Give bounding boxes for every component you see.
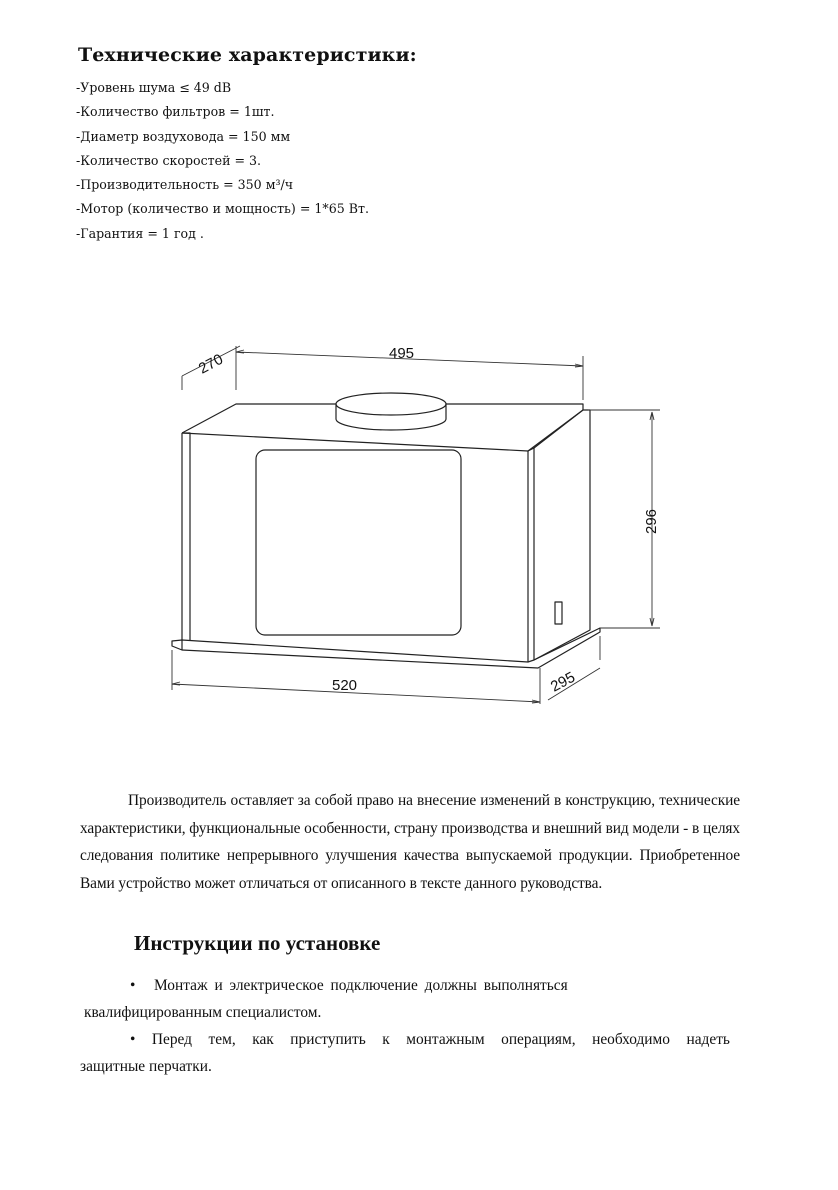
manufacturer-notice: Производитель оставляет за собой право на внесение изменений в конструкцию, технические характеристики, функциональные особенности, страну производства и внешний вид модели - в целях следования политике непрерывного улучшения качества выпускаемой продукции. Приобретенное Вами устройство может отличаться от описанного в тексте данного руководства.: [80, 792, 740, 892]
hood-bottom-frame: [172, 628, 600, 668]
specs-title: Технические характеристики:: [78, 44, 417, 66]
specs-list: [76, 76, 369, 246]
bullet-glyph: •: [130, 1031, 136, 1048]
installation-title: Инструкции по установке: [134, 931, 381, 955]
bullet-glyph: •: [130, 977, 136, 994]
spec-filters: -Количество фильтров = 1шт.: [76, 104, 275, 120]
spec-speeds: -Количество скоростей = 3.: [76, 152, 262, 168]
duct-collar-top: [336, 393, 446, 415]
spec-capacity: -Производительность = 350 м³/ч: [76, 177, 294, 193]
spec-motor: -Мотор (количество и мощность) = 1*65 Вт.: [76, 201, 369, 217]
hood-dimension-drawing: [0, 300, 838, 720]
dim-height: 296: [643, 508, 660, 534]
hood-right-edge: [528, 448, 534, 662]
installation-item-2: • Перед тем, как приступить к монтажным операциям, необходимо надеть: [130, 1031, 730, 1048]
installation-item-2-cont: защитные перчатки.: [80, 1058, 212, 1075]
spec-duct-diameter: -Диаметр воздуховода = 150 мм: [76, 128, 291, 144]
dim-width-top: 495: [389, 345, 415, 362]
hood-window: [256, 450, 461, 635]
hood-switch: [555, 602, 562, 624]
hood-top-back-edge: [182, 404, 583, 433]
installation-item-1-cont: квалифицированным специалистом.: [84, 1004, 322, 1021]
installation-item-1: • Монтаж и электрическое подключение должны выполняться: [130, 977, 568, 994]
dim-depth-top: 270: [195, 350, 226, 378]
spec-warranty: -Гарантия = 1 год .: [76, 225, 204, 241]
spec-noise: -Уровень шума ≤ 49 dB: [76, 80, 232, 95]
dim-width-bottom: 520: [332, 677, 358, 694]
hood-front-face: [182, 433, 190, 640]
dim-depth-bottom: 295: [547, 668, 578, 696]
hood-front-top-edge: [182, 433, 528, 451]
